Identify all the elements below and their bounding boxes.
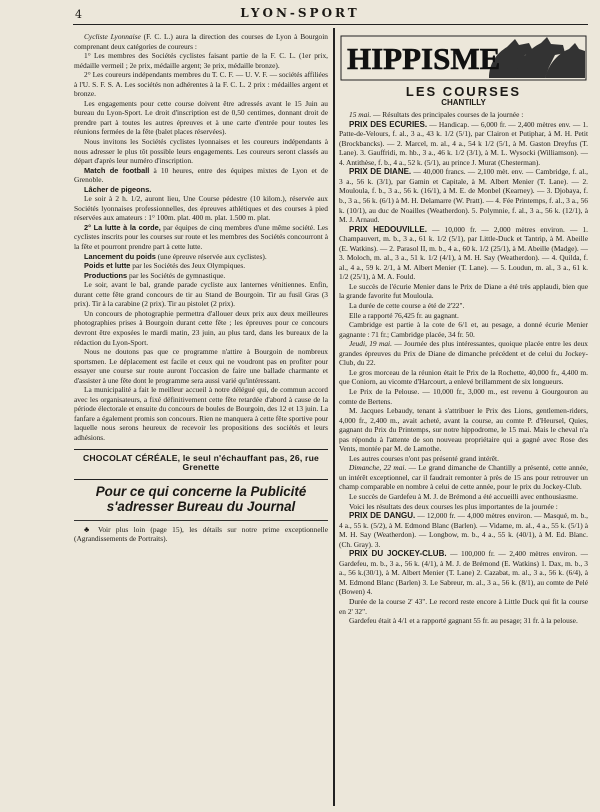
page-number: 4 — [75, 8, 82, 21]
prime-note: ♣ Voir plus loin (page 15), les détails sur notre prime exceptionnelle (Agrandissements de Portraits). — [74, 524, 328, 543]
article-paragraph: Poids et lutte par les Sociétés des Jeux Olympiques. — [84, 261, 246, 271]
race-result: PRIX HEDOUVILLE. — 10,000 fr. — 2,000 mètres environ. — 1. Champauvert, m. b., 3 a., 61 k. 1/2 (5/1), par Little-Duck et Tantrip, à M. Abeille (E. Watkins). — 2. Parasol II, m. b., 4 a., 60 k. 1/2 (25/1), à M. Abeille (Madge). — 3. Moloch, m. al., 3 a., 51 k. 1/2 (4/1), à M. H. Say (Weatherdon). — 4. Quilda, f. al., 4 a., 59 k. 2/1, à M. Albert Menier (T. Lane). — 5. Loudun, m. al., 3 a., 61 k. 1/2 (25/1), à M. A. Fould. — [339, 224, 588, 282]
article-paragraph: Les autres courses n'ont pas présenté grand intérêt. — [349, 453, 499, 463]
article-paragraph: 2° Les coureurs indépendants membres du T. C. F. — U. V. F. — sociétés affiliées à l'U. S. F. S. A. Les sociétés non adhérentes à la F. C. L. 2 prix : médailles argent et bronze. — [74, 70, 328, 99]
article-paragraph: Jeudi, 19 mai. — Journée des plus intéressantes, quoique placée entre les deux grandes épreuves du Prix de Diane de dimanche précédent et de celui du Jockey-Club, du 22. — [339, 339, 588, 368]
section-rule — [74, 520, 328, 521]
section-rule — [74, 479, 328, 480]
article-paragraph: 2° La lutte à la corde, par équipes de cinq membres d'une même société. Les cyclistes inscrits pour les courses sur route et les membres des Sociétés concourront à la fête et pourront prendre part à cette lutte. — [74, 222, 328, 252]
right-column — [339, 33, 588, 626]
article-paragraph: Nous ne doutons pas que ce programme n'attire à Bourgoin de nombreux sportsmen. Le déplacement est facile et ceux qui ne voudront pas en profiter pour essayer une course sur route auront l'occasion de faire une ballade charmante et d'assister à une fête dont le programme sera aussi varié qu'intéressant. — [74, 347, 328, 385]
race-result: PRIX DU JOCKEY-CLUB. — 100,000 fr. — 2,400 mètres environ. — Gardefeu, m. b., 3 a., 56 k. (4/1), à M. J. de Brémond (E. Watkins) 1. Dax, m. b., 3 a., 56 k.(30/1), à M. Albert Menier (T. Lane) 2. Cazabat, m. al., 3 a., 56 k. (6/4), à M. Edmond Blanc (Barlen) 3. Le Sabreur, m. al., 3 a., 56 k. (8/1), au comte de Pelé (Bowen) 4. — [339, 549, 588, 597]
article-paragraph: 1° Les membres des Sociétés cyclistes faisant partie de la F. C. L. (1er prix, médaille vermeil ; 2e prix, médaille argent; 3e prix, médaille bronze). — [74, 51, 328, 70]
article-paragraph: Le gros morceau de la réunion était le Prix de la Rochette, 40,000 fr., 4,400 m. que Coniorn, au vicomte d'Harcourt, a enlevé brillamment de six longueurs. — [339, 367, 588, 387]
hippisme-title: HIPPISME — [347, 41, 501, 76]
article-paragraph: Cambridge est partie à la cote de 6/1 et, au pesage, a donné écurie Menier gagnante : 71 fr.; Cambridge placée, 34 fr. 50. — [339, 320, 588, 339]
article-paragraph: Dimanche, 22 mai. — Le grand dimanche de Chantilly a présenté, cette année, un intérêt exceptionnel, car il faudrait remonter à près de 15 ans pour retrouver un champ comparable en nombre à celui de cette année, pour le prix du Jockey-Club. — [339, 463, 588, 492]
horse-heads-illustration — [339, 33, 588, 83]
article-paragraph: Le Prix de la Pelouse. — 10,000 fr., 3,000 m., est revenu à Gourgouron au comte de Bertens. — [339, 386, 588, 406]
article-paragraph: Le soir à 2 h. 1/2, auront lieu, Une Course pédestre (10 kilom.), réservée aux Sociétés lyonnaises professionnelles, des épreuves athlétiques et des courses à pied réservées aux amateurs : 1° 100m. plat. 400 m. plat. 1.500 m. plat. — [74, 194, 328, 223]
section-rule — [74, 449, 328, 450]
masthead-title: LYON-SPORT — [240, 6, 360, 20]
article-paragraph: Cycliste Lyonnaise (F. C. L.) aura la direction des courses de Lyon à Bourgoin comprenant deux catégories de coureurs : — [74, 32, 328, 51]
article-paragraph: Voici les résultats des deux courses les plus importantes de la journée : — [349, 501, 558, 511]
article-paragraph: Elle a rapporté 76,425 fr. au gagnant. — [349, 310, 459, 320]
article-paragraph: La municipalité a fait le meilleur accueil à notre délégué qui, de commun accord avec les organisateurs, a fixé définitivement cette fête retardée d'abord à cause de la période électorale et ensuite du concours de boules de Bourgoin, des 12 et 13 juin. La fanfare a également promis son concours. Rien ne manquera à cette fête sportive pour laquelle nous serons heureux de recevoir les propositions des sociétés et leurs adhésions. — [74, 385, 328, 442]
article-paragraph: Lâcher de pigeons. — [84, 184, 152, 194]
header-rule — [73, 24, 588, 25]
article-paragraph: Match de football à 10 heures, entre des équipes mixtes de Lyon et de Grenoble. — [74, 165, 328, 185]
subsection-title: CHANTILLY — [441, 97, 486, 107]
chocolat-advert: CHOCOLAT CÉRÉALE, le seul n'échauffant pas, 26, rue Grenette — [82, 452, 320, 473]
article-paragraph: M. Jacques Lebaudy, tenant à s'attribuer le Prix des Lions, gentlemen-riders, 4,000 fr., 2,400 m., avait acheté, avant la course, au comte P. d'Heursel, Quies, gagnant du Prix du Printemps, sur notre hippodrome, le 15 mai. Mais le cheval n'a pas répondu à l'attente de son nouveau propriétaire qui a gagné avec Rose des Vents, montée par M. de Lamothe. — [339, 406, 588, 454]
article-paragraph: Lancement du poids (une épreuve réservée aux cyclistes). — [84, 251, 267, 261]
section-title: LES COURSES — [405, 84, 522, 99]
article-paragraph: Les engagements pour cette course doivent être adressés avant le 15 Juin au bureau du Lyon-Sport. Le droit d'inscription est de 0,50 centimes, donnant droit de prendre part à toutes les autres épreuves et à une carte d'entrée pour toutes les réunions fermées de la fête (balet places réservées). — [74, 98, 328, 137]
article-paragraph: La durée de cette course a été de 2'22". — [349, 301, 465, 311]
race-result: PRIX DE DANGU. — 12,000 fr. — 4,000 mètres environ. — Masqué, m. b., 4 a., 55 k. (5/2), à M. Edmond Blanc (Barlen). — Vidame, m. al., 4 a., 55 k. (5/1) à M. H. Say (Weatherdon). — Longbow, m. b., 4 a., 55 k. (40/1), à M. Ed. Blanc. (Ch. Gray). 3. — [339, 511, 588, 549]
article-paragraph: 15 mai. — Résultats des principales courses de la journée : — [349, 110, 524, 120]
left-column — [74, 32, 328, 543]
clover-icon: ♣ — [84, 524, 93, 534]
article-paragraph: Nous invitons les Sociétés cyclistes lyonnaises et les coureurs indépendants à nous adresser le plus tôt possible leurs engagements. Les coureurs seront classés au départ d'après leur numéro d'inscription. — [74, 137, 328, 166]
hippisme-banner — [339, 33, 588, 83]
article-paragraph: Gardefeu était à 4/1 et a rapporté gagnant 55 fr. au pesage; 31 fr. à la pelouse. — [349, 616, 578, 626]
race-result: PRIX DES ECURIES. — Handicap. — 6,000 fr. — 2,400 mètres env. — 1. Patte-de-Velours, f. al., 3 a., 43 k. 1/2 (5/1), par Clairon et Putiphar, à M. H. Petit (Brockbancks). — 2. Marcel, m. al., 4 a., 54 k 1/2 (5/1, à M. Gaston Dreyfus (T. Lane). 3. Gauffridi, m. hb., 3 a., 46 k. 1/2 (3/1), à M. L. Wysocki (Williamson). — 4. Antithèse, f. b., 4 a., 52 k. (5/1), au prince J. Murat (Chesterman). — [339, 119, 588, 167]
article-paragraph: Le succès de Gardefeu à M. J. de Brémond a été accueilli avec enthousiasme. — [349, 491, 579, 501]
article-paragraph: Le succès de l'écurie Menier dans le Prix de Diane a été très applaudi, bien que la grande favorite fut Mouloula. — [339, 281, 588, 301]
article-paragraph: Durée de la course 2' 43". Le record reste encore à Little Duck qui fit la course en 2' 32". — [339, 596, 588, 616]
race-result: PRIX DE DIANE. — 40,000 francs. — 2,100 mèt. env. — Cambridge, f. al., 3 a., 56 k. (3/1), par Gamin et Capitale, à M. Albert Menier (T. Lane). — 2. Mouloula, f. b., 3 a., 56 k. (16/1), à M. E. de Monbel (Kearney). — 3. Djobaya, f. b., 3 a., 56 k. (6/1) à M. H. Delamarre (W. Pratt). — 4. Fée Printemps, f. al., 3 a., 56 k. (10/1), au duc de Noailles (Weatherdon). 5. Polymnie, f. al., 3 a., 56 k. (12/1), à M. J. Arnaud. — [339, 167, 588, 225]
article-paragraph: Un concours de photographie permettra d'allouer deux prix aux deux meilleures photographies prises à Bourgoin durant cette fête ; les épreuves pour ce concours devront être exposées le mardi matin, 23 juin, au plus tard, dans les bureaux de la rédaction du Lyon-Sport. — [74, 308, 328, 347]
column-divider — [333, 28, 335, 806]
publicite-notice: Pour ce qui concerne la Publicité s'adresser Bureau du Journal — [95, 483, 307, 514]
article-paragraph: Le soir, avant le bal, grande parade cycliste aux lanternes vénitiennes. Enfin, durant cette fête grand concours de tir au Stand de Bourgoin. Tir au fusil Gras (3 prix). Tir à la carabine (2 prix). Tir au pistolet (2 prix). — [74, 280, 328, 309]
article-paragraph: Productions par les Sociétés de gymnastique. — [84, 270, 226, 280]
